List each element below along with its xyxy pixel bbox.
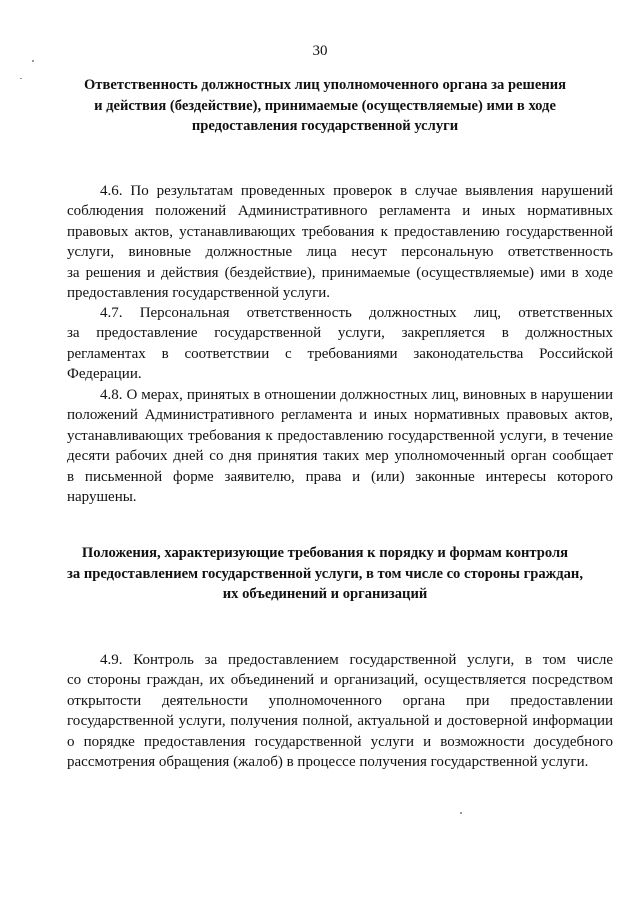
heading-line: за предоставлением государственной услуги, в том числе со стороны граждан, (67, 565, 583, 582)
paragraph-line: регламентах в соответствии с требованиями законодательства Российской (67, 345, 613, 362)
section-heading-responsibility (60, 75, 590, 137)
paragraph-line: положений Административного регламента и иных нормативных правовых актов, (67, 407, 613, 424)
paragraph-line: 4.8. О мерах, принятых в отношении должностных лиц, виновных в нарушении (100, 387, 613, 403)
paragraph-line: открытости деятельности уполномоченного органа при предоставлении (67, 692, 613, 709)
paragraph-4-9 (67, 650, 613, 772)
heading-line: и действия (бездействие), принимаемые (осуществляемые) ими в ходе (94, 97, 556, 114)
paragraph-line: за предоставление государственной услуги, закрепляется в должностных (67, 325, 613, 342)
paragraph-line: в письменной форме заявителю, права и (или) законные интересы которого (67, 468, 613, 485)
page-number: 30 (312, 43, 328, 59)
scan-speck (32, 60, 34, 62)
paragraph-4-8 (67, 385, 613, 507)
paragraph-line: предоставления государственной услуги. (67, 285, 331, 302)
paragraph-line: Федерации. (67, 366, 142, 383)
paragraph-line: устанавливающих требования к предоставлению государственной услуги, в течение (67, 427, 613, 444)
paragraph-line: государственной услуги, получения полной, актуальной и достоверной информации (67, 713, 613, 730)
paragraph-line: рассмотрения обращения (жалоб) в процессе получения государственной услуги. (67, 754, 589, 771)
section-heading-control (60, 543, 590, 605)
paragraph-line: десяти рабочих дней со дня принятия таких мер уполномоченный орган сообщает (67, 448, 613, 465)
heading-line: предоставления государственной услуги (191, 118, 459, 134)
paragraph-line: со стороны граждан, их объединений и организаций, осуществляется посредством (67, 672, 613, 689)
paragraph-line: правовых актов, устанавливающих требования к предоставлению государственной (67, 223, 613, 240)
paragraph-line: о порядке предоставления государственной услуги и возможности досудебного (67, 733, 613, 750)
paragraph-4-6 (67, 181, 613, 303)
scan-speck (460, 812, 462, 814)
paragraph-line: услуги, виновные должностные лица несут персональную ответственность (67, 244, 613, 261)
paragraph-line: за решения и действия (бездействие), принимаемые (осуществляемые) ими в ходе (67, 264, 613, 281)
heading-line: их объединений и организаций (222, 586, 428, 602)
paragraph-line: 4.9. Контроль за предоставлением государственной услуги, в том числе (100, 652, 613, 668)
paragraph-line: соблюдения положений Административного регламента и иных нормативных (67, 203, 613, 220)
paragraph-line: 4.6. По результатам проведенных проверок в случае выявления нарушений (100, 183, 613, 199)
paragraph-line: нарушены. (67, 489, 137, 506)
paragraph-4-7 (67, 303, 613, 385)
paragraph-line: 4.7. Персональная ответственность должностных лиц, ответственных (100, 305, 613, 321)
heading-line: Положения, характеризующие требования к порядку и формам контроля (81, 545, 569, 561)
heading-line: Ответственность должностных лиц уполномоченного органа за решения (83, 77, 567, 93)
scan-speck (20, 78, 22, 79)
